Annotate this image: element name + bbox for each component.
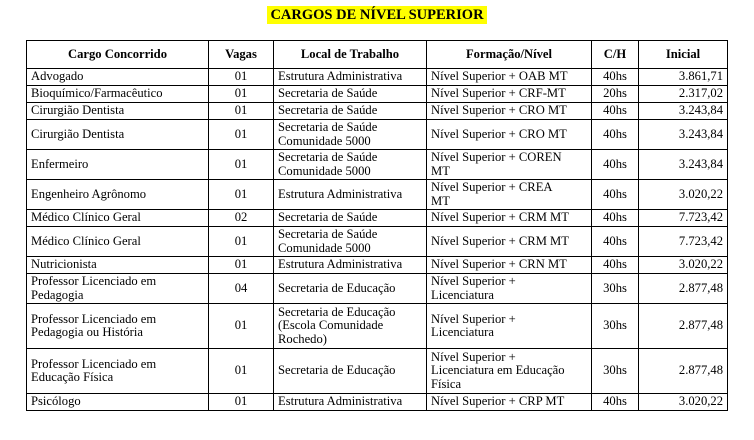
cell-formacao: Nível Superior + CRO MT — [427, 103, 592, 120]
cell-inicial: 3.020,22 — [639, 257, 728, 274]
cell-formacao: Nível Superior + CRM MT — [427, 227, 592, 257]
table-row — [27, 103, 728, 120]
table-row — [27, 349, 728, 394]
cell-vagas: 04 — [209, 274, 274, 304]
cell-cargo: Advogado — [27, 69, 209, 86]
cell-local: Estrutura Administrativa — [274, 69, 427, 86]
table-row — [27, 120, 728, 150]
table-row — [27, 180, 728, 210]
cell-ch: 40hs — [592, 394, 639, 411]
cell-local: Secretaria de Saúde Comunidade 5000 — [274, 227, 427, 257]
cell-inicial: 2.877,48 — [639, 349, 728, 394]
cell-vagas: 02 — [209, 210, 274, 227]
cell-cargo: Bioquímico/Farmacêutico — [27, 86, 209, 103]
header-local: Local de Trabalho — [274, 41, 427, 69]
cell-ch: 40hs — [592, 120, 639, 150]
table-row — [27, 227, 728, 257]
cell-inicial: 7.723,42 — [639, 227, 728, 257]
cell-cargo: Professor Licenciado em Pedagogia — [27, 274, 209, 304]
cell-formacao: Nível Superior + CRM MT — [427, 210, 592, 227]
cell-vagas: 01 — [209, 69, 274, 86]
cell-inicial: 2.877,48 — [639, 304, 728, 349]
header-vagas: Vagas — [209, 41, 274, 69]
table-row — [27, 86, 728, 103]
cell-ch: 40hs — [592, 210, 639, 227]
cell-vagas: 01 — [209, 86, 274, 103]
cell-cargo: Cirurgião Dentista — [27, 103, 209, 120]
cell-inicial: 3.243,84 — [639, 120, 728, 150]
cell-formacao: Nível Superior + Licenciatura em Educação Física — [427, 349, 592, 394]
header-formacao: Formação/Nível — [427, 41, 592, 69]
cell-formacao: Nível Superior + COREN MT — [427, 150, 592, 180]
cell-formacao: Nível Superior + CRF-MT — [427, 86, 592, 103]
table-row — [27, 69, 728, 86]
table-row — [27, 274, 728, 304]
cell-ch: 30hs — [592, 349, 639, 394]
table-row — [27, 150, 728, 180]
cell-cargo: Cirurgião Dentista — [27, 120, 209, 150]
cell-vagas: 01 — [209, 180, 274, 210]
cell-formacao: Nível Superior + CRO MT — [427, 120, 592, 150]
cell-local: Secretaria de Educação (Escola Comunidade Rochedo) — [274, 304, 427, 349]
cell-vagas: 01 — [209, 103, 274, 120]
cell-cargo: Psicólogo — [27, 394, 209, 411]
cell-ch: 40hs — [592, 150, 639, 180]
table-row — [27, 394, 728, 411]
cell-cargo: Nutricionista — [27, 257, 209, 274]
cell-inicial: 2.877,48 — [639, 274, 728, 304]
title-container — [0, 6, 754, 24]
cell-ch: 30hs — [592, 274, 639, 304]
table-body — [27, 69, 728, 411]
cell-local: Secretaria de Saúde — [274, 210, 427, 227]
header-ch: C/H — [592, 41, 639, 69]
cell-local: Estrutura Administrativa — [274, 257, 427, 274]
cell-formacao: Nível Superior + CRN MT — [427, 257, 592, 274]
cell-local: Secretaria de Educação — [274, 274, 427, 304]
cell-cargo: Professor Licenciado em Educação Física — [27, 349, 209, 394]
cell-inicial: 3.243,84 — [639, 150, 728, 180]
cell-inicial: 3.861,71 — [639, 69, 728, 86]
cell-vagas: 01 — [209, 120, 274, 150]
cell-cargo: Enfermeiro — [27, 150, 209, 180]
header-cargo: Cargo Concorrido — [27, 41, 209, 69]
cell-vagas: 01 — [209, 394, 274, 411]
cell-vagas: 01 — [209, 304, 274, 349]
cell-vagas: 01 — [209, 150, 274, 180]
cell-ch: 40hs — [592, 257, 639, 274]
cell-inicial: 3.243,84 — [639, 103, 728, 120]
header-inicial: Inicial — [639, 41, 728, 69]
cell-cargo: Médico Clínico Geral — [27, 210, 209, 227]
cell-local: Secretaria de Educação — [274, 349, 427, 394]
cell-ch: 20hs — [592, 86, 639, 103]
positions-table — [26, 40, 728, 411]
cell-cargo: Professor Licenciado em Pedagogia ou História — [27, 304, 209, 349]
cell-vagas: 01 — [209, 257, 274, 274]
table-row — [27, 210, 728, 227]
cell-formacao: Nível Superior + Licenciatura — [427, 304, 592, 349]
cell-ch: 30hs — [592, 304, 639, 349]
cell-formacao: Nível Superior + CREA MT — [427, 180, 592, 210]
cell-formacao: Nível Superior + OAB MT — [427, 69, 592, 86]
cell-formacao: Nível Superior + CRP MT — [427, 394, 592, 411]
cell-local: Estrutura Administrativa — [274, 180, 427, 210]
cell-inicial: 2.317,02 — [639, 86, 728, 103]
cell-ch: 40hs — [592, 227, 639, 257]
cell-vagas: 01 — [209, 349, 274, 394]
cell-vagas: 01 — [209, 227, 274, 257]
cell-ch: 40hs — [592, 103, 639, 120]
cell-inicial: 3.020,22 — [639, 394, 728, 411]
cell-cargo: Engenheiro Agrônomo — [27, 180, 209, 210]
table-row — [27, 257, 728, 274]
table-row — [27, 304, 728, 349]
cell-cargo: Médico Clínico Geral — [27, 227, 209, 257]
page-title: CARGOS DE NÍVEL SUPERIOR — [267, 6, 486, 24]
table-header-row — [27, 41, 728, 69]
cell-local: Secretaria de Saúde Comunidade 5000 — [274, 120, 427, 150]
cell-inicial: 7.723,42 — [639, 210, 728, 227]
cell-local: Estrutura Administrativa — [274, 394, 427, 411]
cell-ch: 40hs — [592, 69, 639, 86]
cell-ch: 40hs — [592, 180, 639, 210]
cell-local: Secretaria de Saúde — [274, 103, 427, 120]
cell-local: Secretaria de Saúde Comunidade 5000 — [274, 150, 427, 180]
cell-local: Secretaria de Saúde — [274, 86, 427, 103]
cell-inicial: 3.020,22 — [639, 180, 728, 210]
cell-formacao: Nível Superior + Licenciatura — [427, 274, 592, 304]
